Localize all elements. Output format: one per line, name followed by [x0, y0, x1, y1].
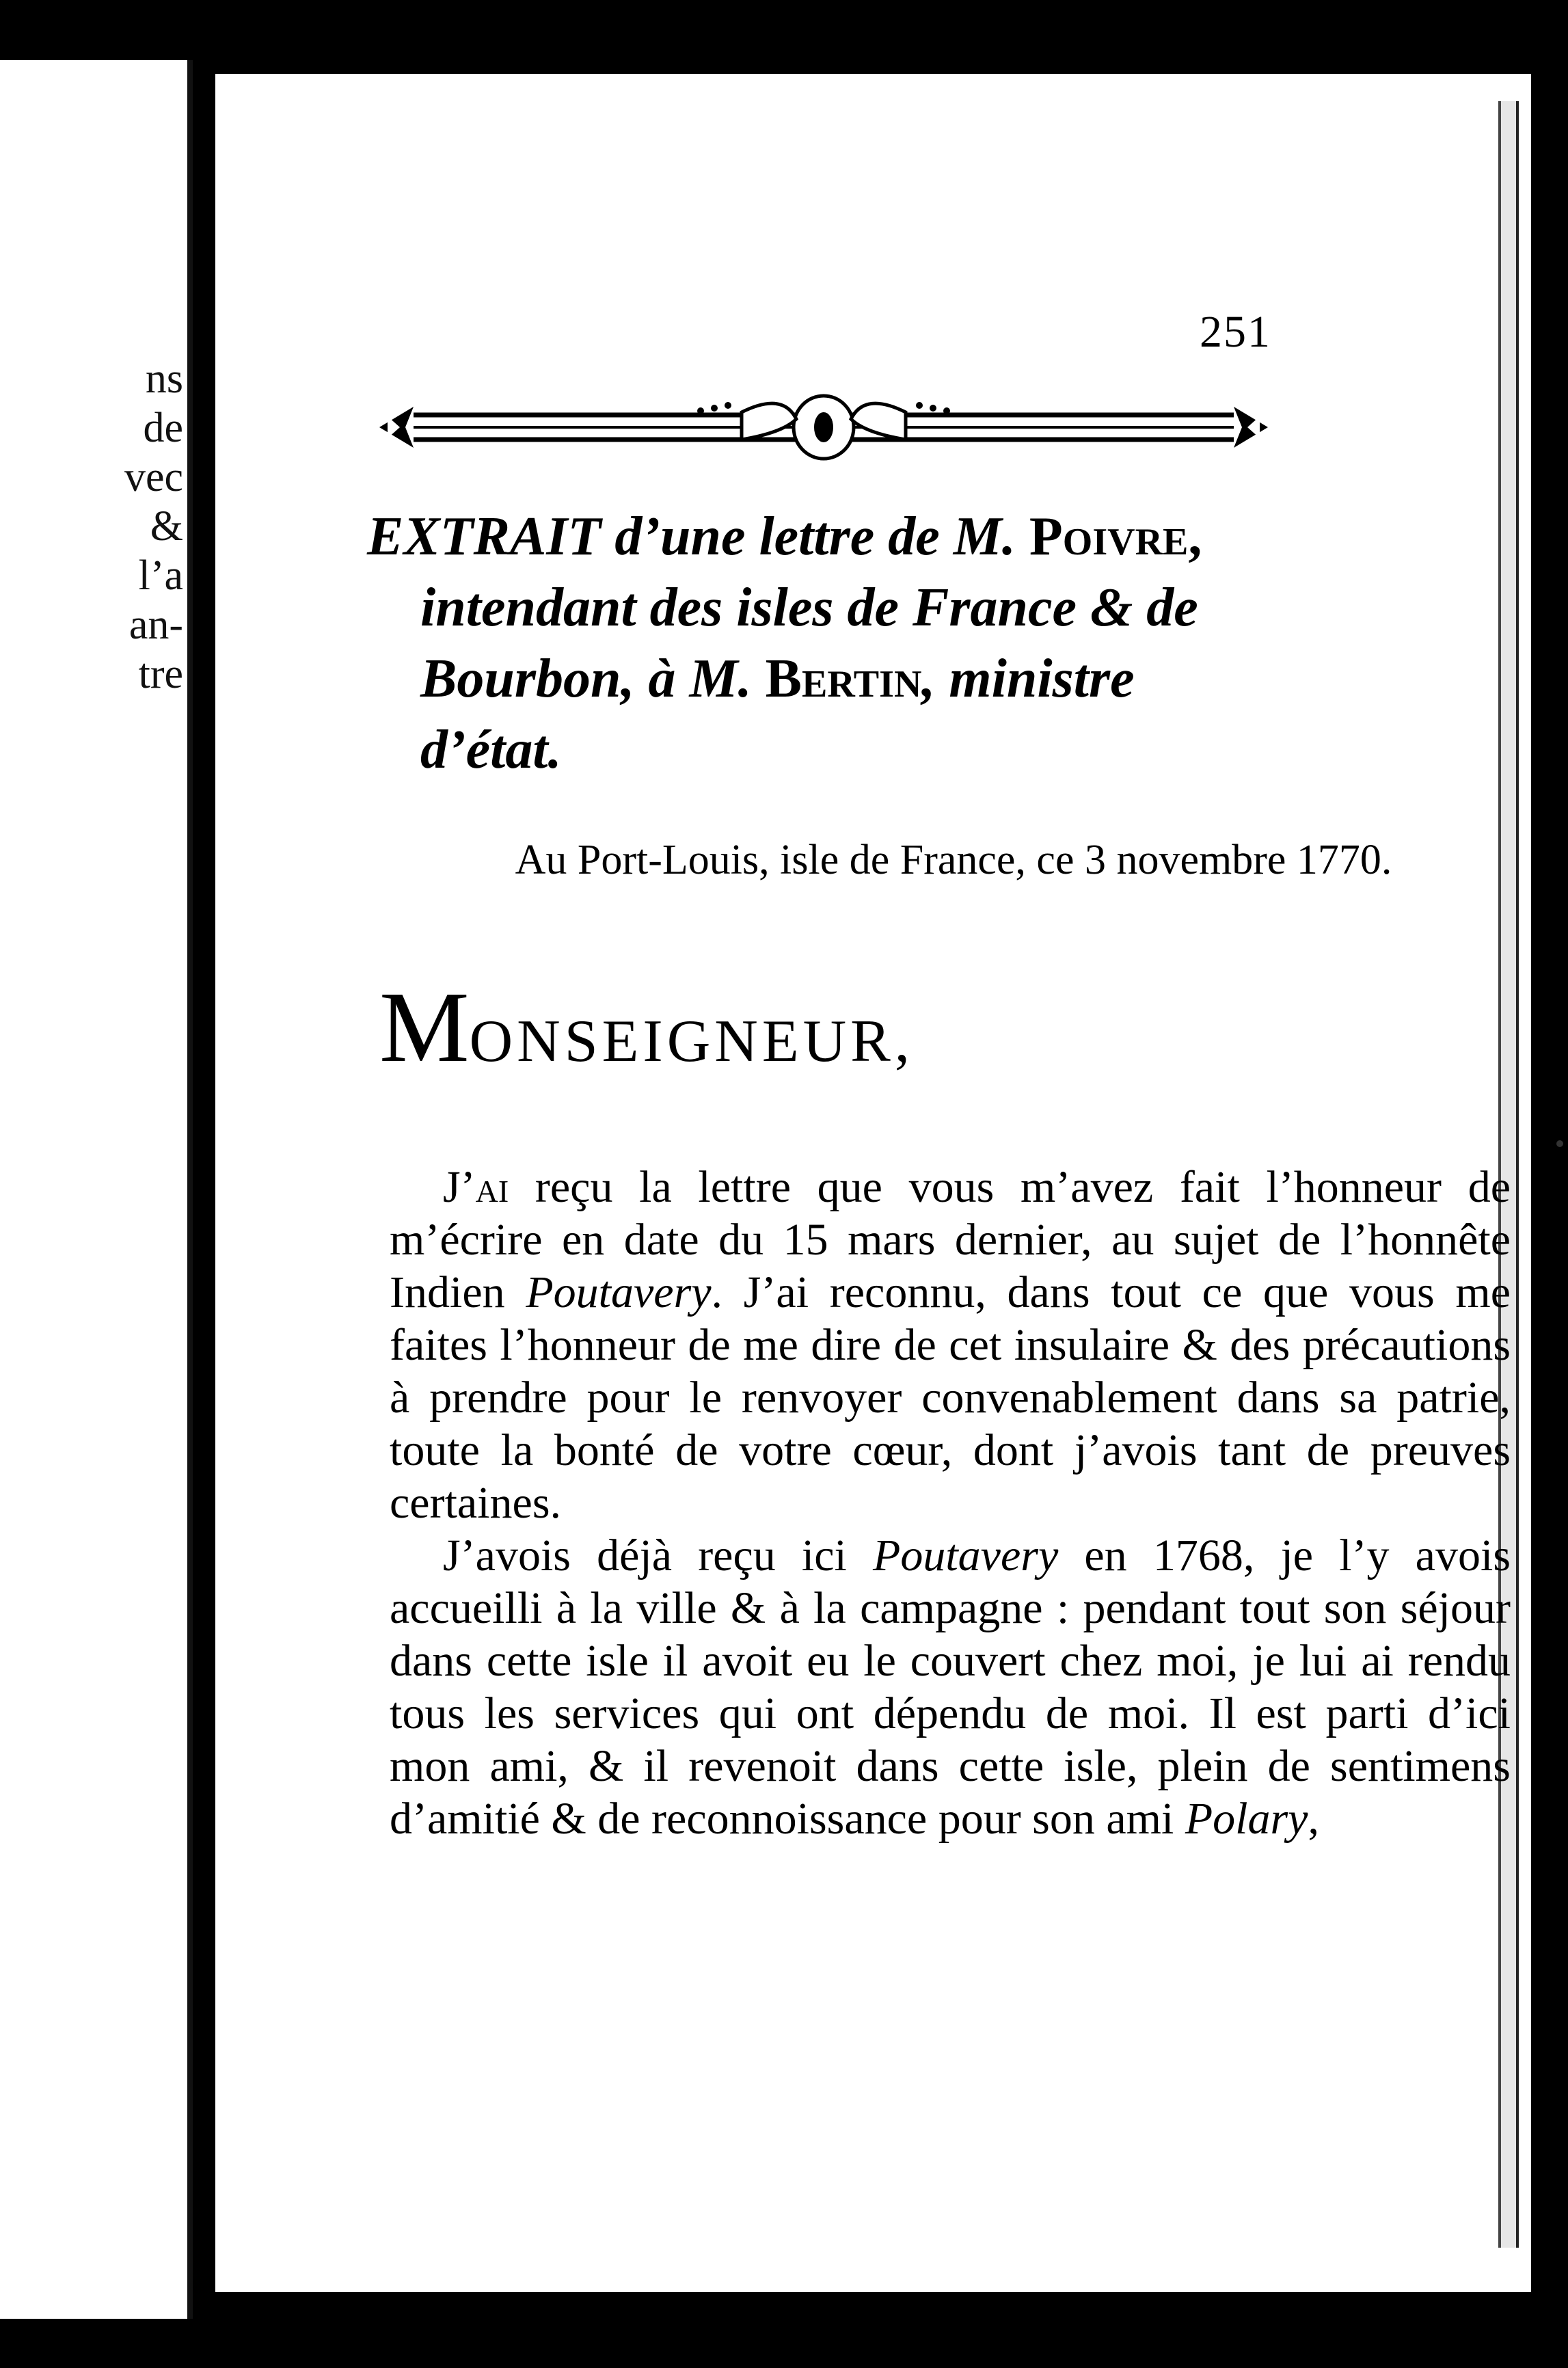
paragraph-text: en 1768, je l’y avois accueilli à la ville & à la campagne : pendant tout son séjour dans cette isle il avoit eu le couvert chez moi, je lui ai rendu tous les services qui ont dépendu de moi. Il est parti d’ici mon ami, & il revenoit dans cette isle, plein de sentimens d’amitié & de reconnoissance pour son ami: [390, 1531, 1511, 1844]
fragment-line: ns: [145, 355, 183, 402]
salutation-rest: ONSEIGNEUR,: [469, 1008, 914, 1075]
letter-body: [390, 1161, 1511, 1845]
salutation: [379, 969, 914, 1086]
heading-name-poivre: Poivre,: [1015, 507, 1202, 567]
paragraph-text: . J’ai reconnu, dans tout ce que vous me faites l’honneur de me dire de cet insulaire & des précautions à prendre pour le renvoyer convenablement dans sa patrie, toute la bonté de votre cœur, dont j’avois tant de preuves certaines.: [390, 1267, 1511, 1528]
fragment-line: vec: [124, 454, 183, 500]
heading-text: Bourbon, à: [420, 649, 690, 709]
page-gutter-edge: [187, 60, 193, 2319]
paragraph: [390, 1529, 1511, 1845]
decorative-ornament-band: [373, 392, 1275, 463]
heading-text: M.: [689, 649, 752, 709]
fragment-line: de: [143, 405, 183, 451]
fragment-line: l’a: [138, 552, 183, 599]
main-page: [215, 74, 1531, 2292]
name-italic: Poutavery: [526, 1267, 712, 1317]
name-italic: Polary: [1185, 1794, 1308, 1844]
dateline: Au Port-Louis, isle de France, ce 3 novembre 1770.: [515, 837, 1392, 883]
paragraph-text: ,: [1308, 1794, 1319, 1844]
fragment-line: &: [150, 503, 183, 550]
fragment-line: tre: [138, 651, 183, 697]
heading-text: , ministre: [921, 649, 1135, 709]
heading-line-4: d’état.: [420, 720, 562, 780]
paragraph: [390, 1161, 1511, 1529]
paragraph-text: J’avois déjà reçu ici: [443, 1531, 874, 1580]
heading-extrait: EXTRAIT: [367, 507, 601, 567]
letter-heading: [367, 501, 1502, 785]
fragment-line: an-: [129, 602, 183, 648]
heading-line-3: [367, 643, 1502, 714]
paragraph-text: reçu la lettre que vous m’avez fait l’honneur de m’écrire en date du 15 mars dernier, au sujet de l’honnête Indien: [390, 1162, 1511, 1317]
salutation-initial: M: [379, 971, 470, 1084]
facing-page-text-fragments: [124, 354, 183, 699]
heading-text: M.: [953, 507, 1016, 567]
name-italic: Poutavery: [873, 1531, 1059, 1580]
heading-line-1: [367, 501, 1502, 572]
heading-text: d’une lettre de: [601, 507, 954, 567]
heading-line-2: intendant des isles de France & de: [420, 578, 1198, 638]
page-number: 251: [1200, 307, 1271, 357]
paragraph-opening: J’ai: [443, 1162, 509, 1212]
facing-page-left: [0, 60, 193, 2319]
heading-name-bertin: Bertin: [751, 649, 922, 709]
ink-speck: [1556, 1140, 1563, 1147]
